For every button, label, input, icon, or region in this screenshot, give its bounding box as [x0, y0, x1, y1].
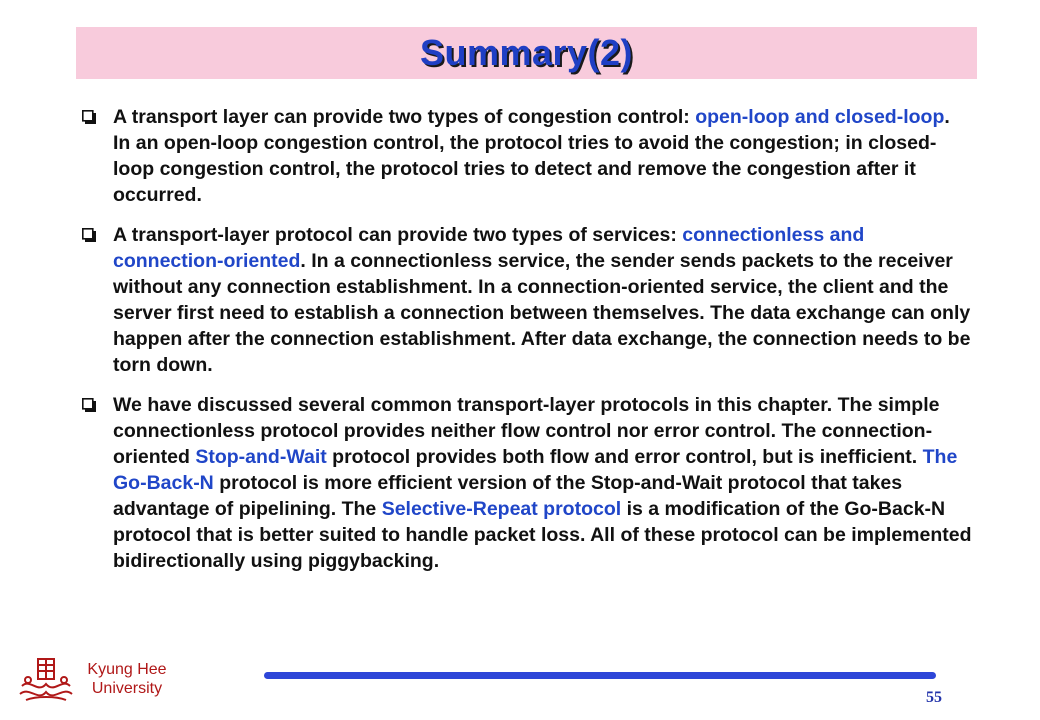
page-number: 55: [926, 689, 942, 706]
bullet-text-segment: . In a connectionless service, the sender sends packets to the receiver without any connection establishment. In a connection-oriented service, the client and the server first need to establish a connection between themselves. The data exchange can only happen after the connection establishment. After data exchange, the connection needs to be torn down.: [113, 250, 971, 376]
bullet-text-segment: protocol is more efficient version of the Stop-and-Wait protocol that takes advantage of pipelining. The: [113, 472, 903, 520]
university-name-line2: University: [91, 680, 163, 697]
highlight-term: Selective-Repeat protocol: [381, 498, 622, 520]
university-name-line1: Kyung Hee: [87, 661, 167, 678]
title-bar: [76, 27, 977, 79]
bullet-text: [113, 222, 972, 378]
bullet-text-segment: A transport layer can provide two types of congestion control:: [113, 106, 696, 128]
highlight-term: connectionless and connection-oriented: [113, 224, 865, 272]
bullet-item-protocols: [82, 392, 972, 574]
highlight-term: open-loop and closed-loop: [695, 106, 945, 128]
highlight-term: Stop-and-Wait: [195, 446, 327, 468]
bullet-item-congestion-control: [82, 104, 972, 208]
hollow-square-bullet-icon: [82, 398, 96, 412]
bullet-text-segment: . In an open-loop congestion control, the protocol tries to avoid the congestion; in closed-loop congestion control, the protocol tries to detect and remove the congestion after it occurred.: [113, 106, 950, 206]
bullet-text-segment: A transport-layer protocol can provide two types of services:: [113, 224, 683, 246]
bullet-item-services: [82, 222, 972, 378]
bullet-list: [82, 104, 972, 588]
bullet-text-segment: is a modification of the Go-Back-N protocol that is better suited to handle packet loss. All of these protocol can be implemented bidirectionally using piggybacking.: [113, 498, 972, 572]
bullet-text: [113, 104, 972, 208]
hollow-square-bullet-icon: [82, 110, 96, 124]
slide-title: Summary(2): [419, 32, 634, 73]
university-name: [76, 660, 178, 698]
highlight-term: The Go-Back-N: [113, 446, 958, 494]
bullet-text-segment: protocol provides both flow and error control, but is inefficient.: [326, 446, 923, 468]
bullet-text: [113, 392, 972, 574]
university-logo-icon: [16, 656, 76, 706]
hollow-square-bullet-icon: [82, 228, 96, 242]
bullet-text-segment: We have discussed several common transport-layer protocols in this chapter. The simple connectionless protocol provides neither flow control nor error control. The connection-oriented: [113, 394, 940, 468]
footer-divider-line: [264, 672, 936, 679]
